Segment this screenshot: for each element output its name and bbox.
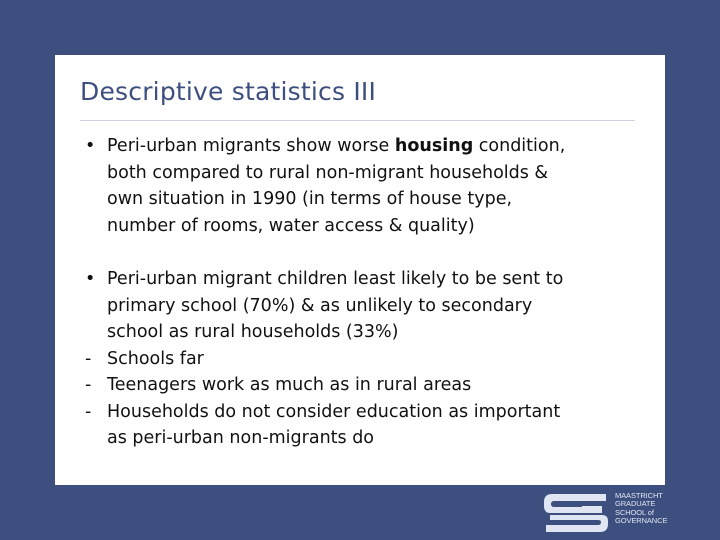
title-divider xyxy=(80,120,635,121)
slide-panel xyxy=(55,55,665,485)
gs-logo-icon xyxy=(540,492,612,534)
dash-marker: - xyxy=(85,375,92,395)
bullet-line: both compared to rural non-migrant households & xyxy=(107,162,549,183)
subitem-line: Teenagers work as much as in rural areas xyxy=(107,375,472,395)
dash-marker: - xyxy=(85,401,92,422)
dash-marker: - xyxy=(85,348,92,369)
paragraph-gap xyxy=(79,239,654,266)
subitem-line: as peri-urban non-migrants do xyxy=(107,428,375,448)
subitem-line: Households do not consider education as important xyxy=(107,401,561,422)
subitem-education-importance xyxy=(79,399,654,452)
emphasis-housing: housing xyxy=(394,136,474,156)
bullet-line: number of rooms, water access & quality) xyxy=(107,215,475,236)
school-logo xyxy=(540,490,670,536)
bullet-line: school as rural households (33%) xyxy=(107,322,399,342)
bullet-housing xyxy=(79,133,654,239)
bullet-schooling xyxy=(79,266,654,346)
bullet-line: Peri-urban migrant children least likely to be sent to xyxy=(107,269,564,289)
bullet-line: Peri-urban migrants show worse housing condition, xyxy=(107,136,566,156)
subitem-line: Schools far xyxy=(107,348,204,369)
subitem-teenagers-work xyxy=(79,372,654,399)
subitem-schools-far xyxy=(79,346,654,373)
slide-body xyxy=(79,133,654,452)
bullet-marker: • xyxy=(85,136,96,156)
logo-wordmark: MAASTRICHT GRADUATE SCHOOL of GOVERNANCE xyxy=(615,491,668,526)
slide-title: Descriptive statistics III xyxy=(80,77,377,106)
bullet-marker: • xyxy=(85,269,96,289)
bullet-line: primary school (70%) & as unlikely to secondary xyxy=(107,295,533,316)
bullet-line: own situation in 1990 (in terms of house type, xyxy=(107,189,513,209)
